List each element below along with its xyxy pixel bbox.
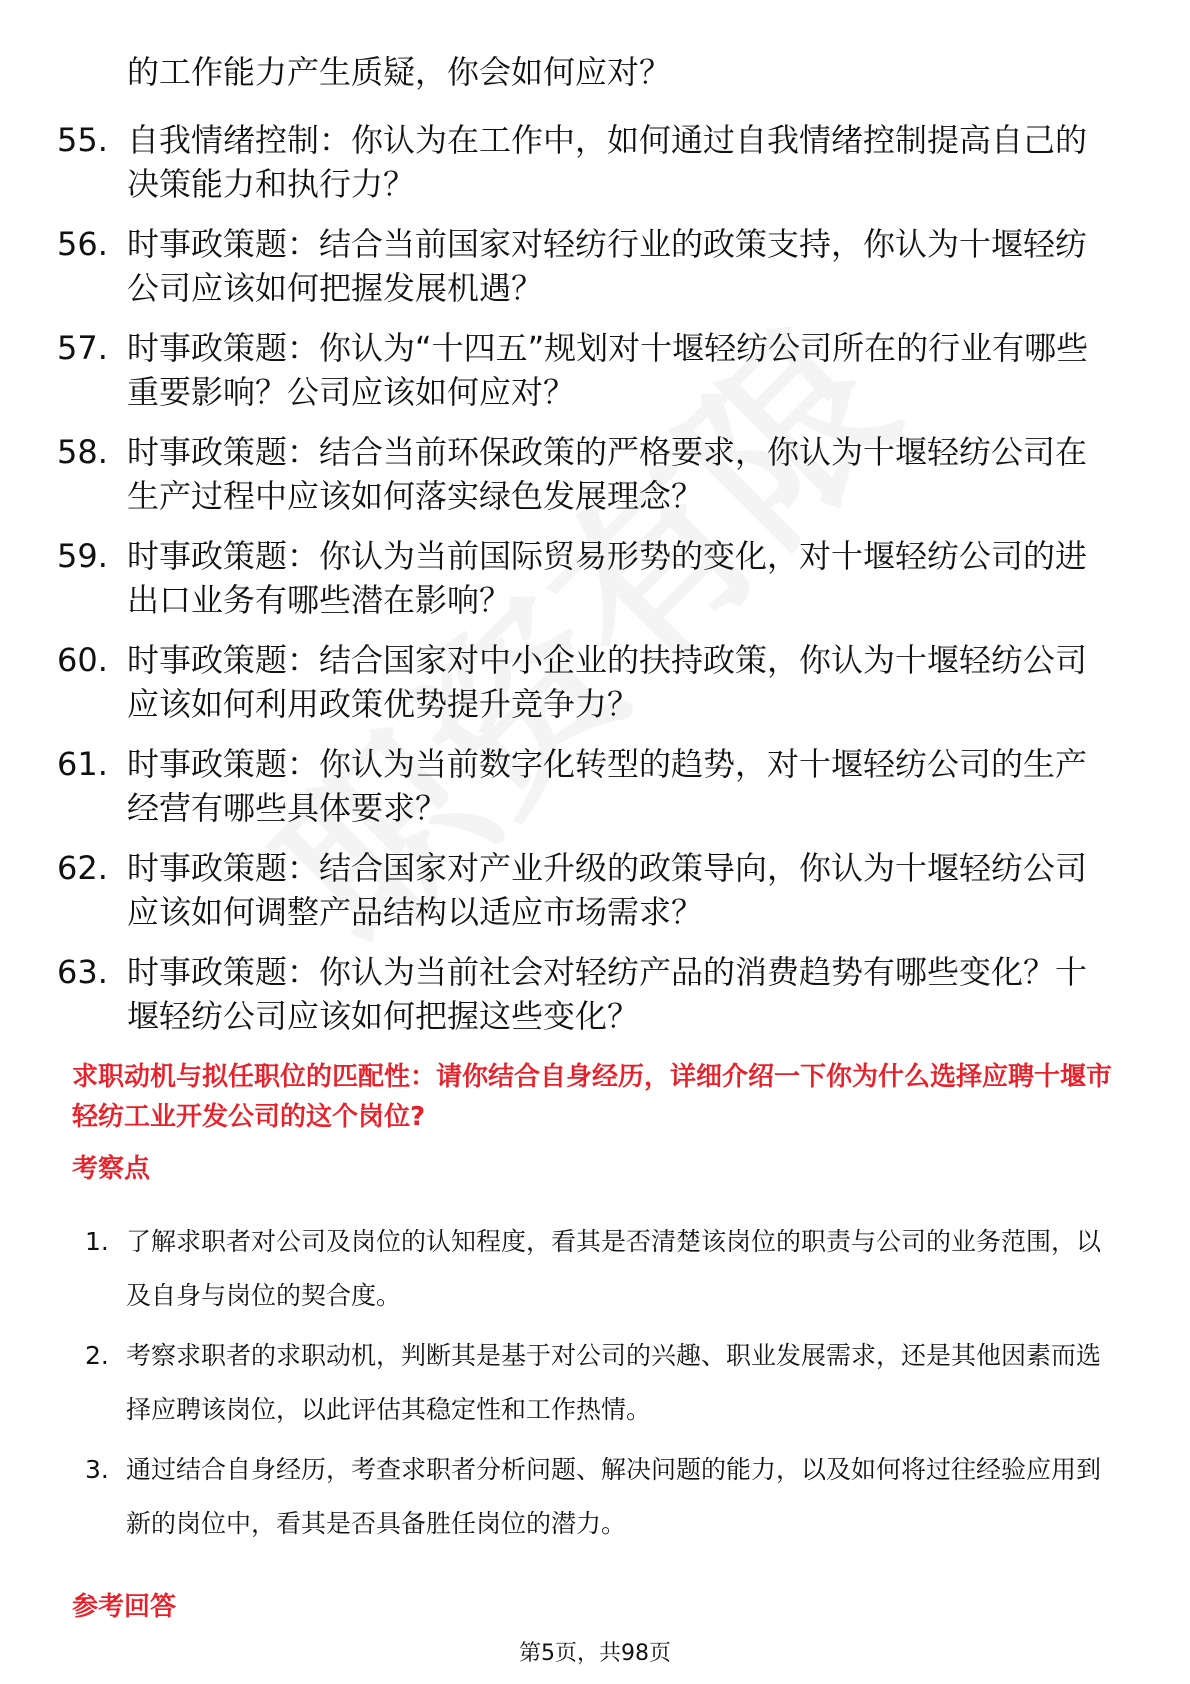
exam-point-number: 3. [85,1455,109,1484]
exam-point [85,1443,1125,1551]
question-number: 56. [57,225,108,263]
question-number: 62. [57,849,108,887]
exam-point-text: 考察求职者的求职动机，判断其是基于对公司的兴趣、职业发展需求，还是其他因素而选择应聘该岗位，以此评估其稳定性和工作热情。 [126,1341,1102,1424]
question-item [57,742,1117,830]
page-footer: 第5页，共98页 [519,1641,671,1666]
question-list [57,50,1117,1054]
question-item [57,118,1117,206]
question-item [57,638,1117,726]
question-text: 时事政策题：结合当前环保政策的严格要求，你认为十堰轻纺公司在生产过程中应该如何落实绿色发展理念？ [127,433,1088,515]
question-item [57,326,1117,414]
exam-point-text: 了解求职者对公司及岗位的认知程度，看其是否清楚该岗位的职责与公司的业务范围，以及自身与岗位的契合度。 [126,1227,1102,1310]
question-number: 63. [57,953,108,991]
question-number: 55. [57,121,108,159]
exam-points-title: 考察点 [72,1154,151,1184]
exam-point-text: 通过结合自身经历，考查求职者分析问题、解决问题的能力，以及如何将过往经验应用到新的岗位中，看其是否具备胜任岗位的潜力。 [126,1455,1102,1538]
question-item [57,534,1117,622]
reference-answer-title: 参考回答 [72,1592,177,1622]
exam-point [85,1329,1125,1437]
question-text: 时事政策题：你认为当前数字化转型的趋势，对十堰轻纺公司的生产经营有哪些具体要求？ [127,745,1088,827]
question-text: 时事政策题：你认为当前国际贸易形势的变化，对十堰轻纺公司的进出口业务有哪些潜在影响？ [127,537,1088,619]
exam-point-number: 1. [85,1227,109,1256]
question-number: 59. [57,537,108,575]
question-text: 的工作能力产生质疑，你会如何应对？ [127,53,672,91]
question-item [57,50,1117,94]
question-number: 58. [57,433,108,471]
question-text: 时事政策题：结合当前国家对轻纺行业的政策支持，你认为十堰轻纺公司应该如何把握发展机遇？ [127,225,1088,307]
section-heading: 求职动机与拟任职位的匹配性：请你结合自身经历，详细介绍一下你为什么选择应聘十堰市轻纺工业开发公司的这个岗位? [72,1062,1113,1132]
exam-point [85,1215,1125,1323]
question-item [57,430,1117,518]
question-text: 时事政策题：结合国家对产业升级的政策导向，你认为十堰轻纺公司应该如何调整产品结构以适应市场需求？ [127,849,1088,931]
question-text: 自我情绪控制：你认为在工作中，如何通过自我情绪控制提高自己的决策能力和执行力？ [127,121,1088,203]
question-text: 时事政策题：结合国家对中小企业的扶持政策，你认为十堰轻纺公司应该如何利用政策优势提升竞争力？ [127,641,1088,723]
question-number: 60. [57,641,108,679]
question-number: 57. [57,329,108,367]
exam-points-list [85,1215,1125,1557]
question-text: 时事政策题：你认为当前社会对轻纺产品的消费趋势有哪些变化？十堰轻纺公司应该如何把握这些变化？ [127,953,1088,1035]
question-number: 61. [57,745,108,783]
exam-point-number: 2. [85,1341,109,1370]
question-item [57,950,1117,1038]
question-item [57,846,1117,934]
question-text: 时事政策题：你认为“十四五”规划对十堰轻纺公司所在的行业有哪些重要影响？公司应该如何应对？ [127,329,1089,411]
question-item [57,222,1117,310]
